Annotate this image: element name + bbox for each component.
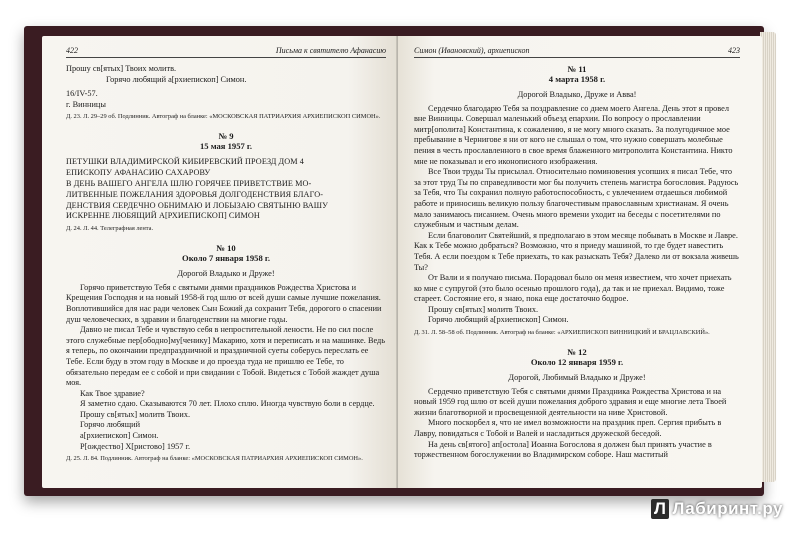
paragraph: Много поскорбел я, что не имел возможности на праздник преп. Сергия прибыть в Лавру, повидаться с Тобой и Валей и насладиться дружеской беседой. <box>414 418 722 439</box>
paragraph: Сердечно благодарю Тебя за поздравление со днем моего Ангела. День этот я провел вне Винницы. Совершал маленький объезд епархии. По вопросу о прославлении митр[ополита] Константина, к сожалению, я не могу много сказать. За полугодичное мое пребывание в Чернигове я ни от кого не слышал о том, что нужно совершать молебные пения в честь прославленного в свое время блаженного митрополита Константина. Никто мне не показывал и его иконописного изображения. <box>414 103 733 166</box>
paragraph: Все Твои труды Ты присылал. Относительно поминовения усопших я писал Тебе, что за этот труд Ты по справедливости мог бы получить степень магистра богословия. Радуюсь за Тебя, что Ты сохранил полную работоспособность, с увлечением отдаешься любимой работе и приносишь великую пользу благочестивым православным христианам. Я очень мало занимаюсь писанием. Очень много времени уходит на беседы с посетителями по служебным и частным делам. <box>414 167 739 230</box>
watermark <box>651 499 783 519</box>
telegram-line: ЛИТВЕННЫЕ ПОЖЕЛАНИЯ ЗДОРОВЬЯ ДОЛГОДЕНСТВИЯ БЛАГО- <box>66 189 324 199</box>
letter-date: Около 7 января 1958 г. <box>182 253 270 264</box>
left-page <box>42 36 398 488</box>
letter-number: № 10 <box>216 243 236 254</box>
text-line: Горячо любящий а[рхиепископ] Симон. <box>106 74 247 84</box>
archive-note: Д. 24. Л. 44. Телеграфная лента. <box>66 225 154 233</box>
paragraph: Сердечно приветствую Тебя с святыми днями Праздника Рождества Христова и на новый 1959 год шлю от всей души пожелания доброго здравия и еще многие лета Твоей жизни благотворной и просвещенной деятельности на ниве Христовой. <box>414 386 727 417</box>
letter-date: 4 марта 1958 г. <box>548 74 606 84</box>
letter-number: № 11 <box>567 64 587 74</box>
right-page-header <box>414 46 740 58</box>
paragraph: Я заметно сдаю. Сказываются 70 лет. Плохо сплю. Иногда чувствую боли в сердце. <box>80 399 375 409</box>
right-page <box>398 36 762 488</box>
letter-number: № 9 <box>218 131 234 142</box>
paragraph: На день св[ятого] ап[остола] Иоанна Богослова я должен был принять участие в торжественном богослужении во Владимирском соборе. Наш маститый <box>414 439 712 460</box>
salutation: Дорогой, Любимый Владыко и Друже! <box>508 373 646 383</box>
text-line: Прошу св[ятых] Твоих молитв. <box>66 64 177 73</box>
salutation: Дорогой Владыко и Друже! <box>177 269 275 279</box>
closing-line: Прошу св[ятых] молитв Твоих. <box>428 304 539 314</box>
telegram-line: В ДЕНЬ ВАШЕГО АНГЕЛА ШЛЮ ГОРЯЧЕЕ ПРИВЕТСТВИЕ МО- <box>66 178 312 188</box>
closing-line: Горячо любящий <box>80 420 141 430</box>
running-title: Письма к святителю Афанасию <box>275 46 386 55</box>
telegram-line: ИСКРЕННЕ ЛЮБЯЩИЙ А[РХИЕПИСКОП] СИМОН <box>66 211 260 221</box>
watermark-text: Лабиринт.ру <box>672 499 783 518</box>
text-line: г. Винницы <box>66 99 106 109</box>
left-page-header <box>66 46 386 58</box>
paragraph: Горячо приветствую Тебя с святыми днями праздников Рождества Христова и Крещения Господня и на новый 1958-й год шлю от всей души самые лучшие пожелания. Воплотившийся для нас ради человек Сын Божий да сохранит Тебя, дорогого о спасении душ человеческих, в здравии и благоденствии на многие годы. <box>66 282 382 324</box>
letter-date: Около 12 января 1959 г. <box>530 357 624 368</box>
archive-note: Д. 31. Л. 58–58 об. Подлинник. Автограф на бланке: «АРХИЕПИСКОП ВИННИЦКИЙ И БРАЦЛАВСКИЙ». <box>414 329 710 337</box>
running-title: Симон (Ивановский), архиепископ <box>414 46 530 55</box>
closing-line: Р[ождество] Х[ристово] 1957 г. <box>80 441 191 451</box>
paragraph: Как Твое здравие? <box>80 388 145 398</box>
watermark-logo-icon: Л <box>651 499 669 519</box>
closing-line: Прошу св[ятых] молитв Твоих. <box>80 409 191 419</box>
telegram-line: ЕПИСКОПУ АФАНАСИЮ САХАРОВУ <box>66 168 211 178</box>
page-number: 422 <box>66 46 78 55</box>
archive-note: Д. 25. Л. 84. Подлинник. Автограф на бланке: «МОСКОВСКАЯ ПАТРИАРХИЯ АРХИЕПИСКОП СИМОН». <box>66 455 363 463</box>
paragraph: Давно не писал Тебе и чувствую себя в непростительной лености. Не по сил после этого служебные пер[ободно]му[ченику] Макарию, хотя и переписать и на машинке. Ведь я теперь, по окончании предпраздничной и праздничной суеты соберусь переслать ее Тебе. Если буду в этом году в Москве и до проезда туда не пришлю ее Тебе, то обязательно передам ее с собой и при свидании с Тобой. Видеться с Тобой жаждет душа моя. <box>66 325 386 388</box>
paragraph: Если благоволит Святейший, я предполагаю в этом месяце побывать в Москве и Лавре. Как к Тебе можно добраться? Возможно, что я приеду машиной, то где будет навестить Тебя. А если поездом к Тебе приехать, то как разыскать Тебя? Далеко ли от вокзала живешь Ты? <box>414 230 739 272</box>
letter-date: 15 мая 1957 г. <box>199 141 253 152</box>
paragraph: От Вали и я получаю письма. Порадовал было он меня известием, что хочет приехать ко мне с супругой (это было осенью прошлого года), да так и не приехал. Видимо, тоже стареет. Состояние его, я знаю, пока еще достаточно бодрое. <box>414 273 732 304</box>
telegram-line: ДЕНСТВИЯ СЕРДЕЧНО ОБНИМАЮ И ЛОБЫЗАЮ СВЯТЫНЮ ВАШУ <box>66 200 329 210</box>
closing-line: Горячо любящий а[рхиепископ] Симон. <box>428 315 569 325</box>
page-edges <box>760 32 776 482</box>
letter-number: № 12 <box>567 347 587 358</box>
page-number: 423 <box>728 46 740 55</box>
telegram-line: ПЕТУШКИ ВЛАДИМИРСКОЙ КИБИРЕВСКИЙ ПРОЕЗД ДОМ 4 <box>66 157 304 167</box>
salutation: Дорогой Владыко, Друже и Авва! <box>517 90 637 99</box>
closing-line: а[рхиепископ] Симон. <box>80 431 159 441</box>
archive-note: Д. 23. Л. 29–29 об. Подлинник. Автограф на бланке: «МОСКОВСКАЯ ПАТРИАРХИЯ АРХИЕПИСКОП СИМОН». <box>66 113 381 121</box>
text-line: 16/IV-57. <box>66 89 98 99</box>
